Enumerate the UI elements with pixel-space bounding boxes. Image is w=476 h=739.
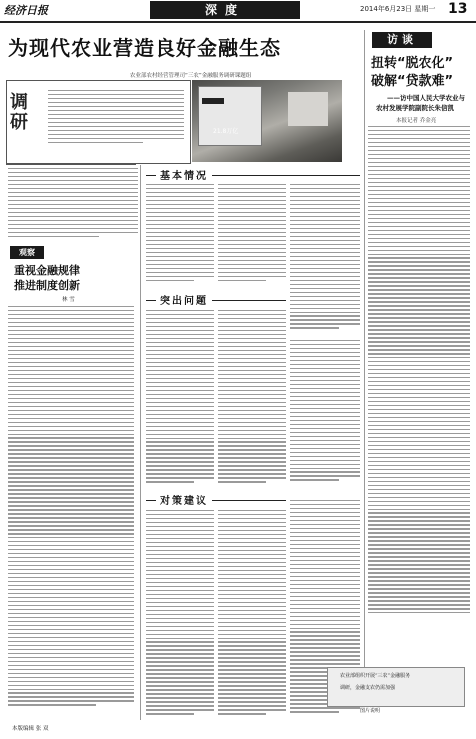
section-advice-rule-left	[146, 500, 156, 501]
editor-credit: 本版编辑 张 双	[12, 726, 49, 732]
photo-sign-right	[288, 92, 328, 126]
left-divider	[140, 165, 141, 720]
interview-body	[368, 126, 470, 660]
photo-sign-bar	[202, 98, 224, 104]
interview-title-line2: 破解“贷款难”	[371, 74, 454, 89]
section-advice-title: 对策建议	[160, 496, 208, 507]
section-issues-rule-left	[146, 300, 156, 301]
basic-col1	[146, 184, 214, 284]
image-caption-footer: 图片说明	[360, 708, 381, 714]
lead-mark: 调研	[10, 92, 28, 133]
basic-col2	[218, 184, 286, 284]
left-title-line2: 推进制度创新	[14, 279, 80, 292]
section-issues-rule-right	[212, 300, 286, 301]
page-number: 13	[448, 1, 468, 17]
interview-subtitle-line1: ——访中国人民大学农业与	[387, 94, 465, 102]
left-intro-text	[8, 168, 138, 240]
left-author: 林 雪	[62, 297, 75, 303]
section-advice-rule-right	[212, 500, 286, 501]
basic-col3	[290, 184, 360, 334]
image-caption-line1: 农业部组织开展“三农”金融服务	[340, 673, 411, 679]
issue-date: 2014年6月23日 星期一	[360, 5, 436, 13]
section-basic-title: 基本情况	[160, 171, 208, 182]
issues-col2	[218, 310, 286, 488]
lead-text	[48, 90, 184, 156]
interview-subtitle-line2: 农村发展学院副院长朱信凯	[376, 104, 454, 112]
newspaper-logo: 经济日报	[4, 4, 48, 17]
section-basic-rule-right	[212, 175, 360, 176]
left-column-rule	[6, 163, 136, 165]
main-byline: 农业部农村经营管理司“三农”金融服务调研课题组	[130, 73, 252, 79]
interview-divider	[364, 30, 365, 706]
section-basic-rule	[146, 175, 156, 176]
section-issues-title: 突出问题	[160, 296, 208, 307]
observe-tag: 观察	[10, 246, 44, 259]
left-title-line1: 重视金融规律	[14, 264, 80, 277]
interview-reporter: 本报记者 乔金亮	[396, 118, 437, 124]
interview-title-line1: 扭转“脱农化”	[371, 56, 454, 71]
issues-col3	[290, 340, 360, 488]
advice-col2	[218, 510, 286, 720]
image-caption-line2: 调研，金融支农仍需加强	[340, 685, 396, 691]
left-body	[8, 306, 134, 716]
interview-tag: 访谈	[372, 32, 432, 48]
main-headline: 为现代农业营造良好金融生态	[8, 36, 281, 60]
issues-col1	[146, 310, 214, 488]
advice-col1	[146, 510, 214, 720]
masthead-rule	[0, 21, 476, 23]
photo-sign-board	[198, 86, 262, 146]
section-label: 深度	[150, 1, 300, 19]
photo-figure: 21.8万亿	[213, 128, 239, 135]
